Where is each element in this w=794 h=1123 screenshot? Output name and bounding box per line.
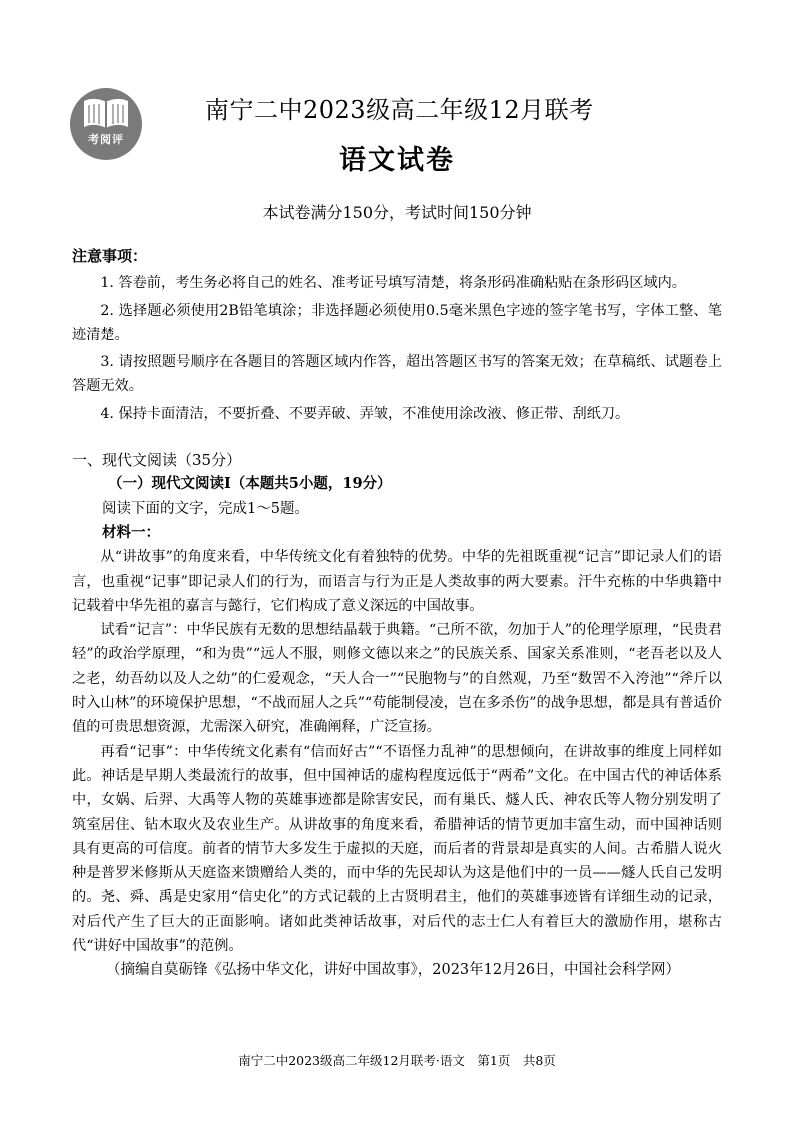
book-icon bbox=[82, 96, 130, 130]
note-item: 3. 请按照题号顺序在各题目的答题区域内作答，超出答题区书写的答案无效；在草稿纸、试题卷上答题无效。 bbox=[72, 354, 722, 395]
source-citation: （摘编自莫砺锋《弘扬中华文化，讲好中国故事》，2023年12月26日，中国社会科学网） bbox=[106, 962, 681, 979]
section-heading: 一、现代文阅读（35分） bbox=[72, 451, 242, 470]
passage-paragraph: 从“讲故事”的角度来看，中华传统文化有着独特的优势。中华的先祖既重视“记言”即记录人们的语言，也重视“记事”即记录人们的行为，而语言与行为正是人类故事的两大要素。汗牛充栋的中华典籍中记载着中华先祖的嘉言与懿行，它们构成了意义深远的中国故事。 bbox=[72, 549, 722, 614]
note-item: 2. 选择题必须使用2B铅笔填涂；非选择题必须使用0.5毫米黑色字迹的签字笔书写，字体工整、笔迹清楚。 bbox=[72, 302, 722, 343]
note-item: 1. 答卷前，考生务必将自己的姓名、准考证号填写清楚，将条形码准确粘贴在条形码区域内。 bbox=[100, 275, 686, 292]
notes-title: 注意事项： bbox=[72, 247, 148, 265]
exam-info: 本试卷满分150分，考试时间150分钟 bbox=[262, 203, 532, 222]
subsection-heading: （一）现代文阅读I（本题共5小题，19分） bbox=[108, 475, 392, 493]
passage-paragraph: 试看“记言”：中华民族有无数的思想结晶载于典籍。“己所不欲，勿加于人”的伦理学原理，“民贵君轻”的政治学原理，“和为贵”“远人不服，则修文德以来之”的民族关系、国家关系准则，“老吾老以及人之老，幼吾幼以及人之幼”的仁爱观念，“天人合一”“民胞物与”的自然观，乃至“数罟不入洿池”“斧斤以时入山林”的环境保护思想，“不战而屈人之兵”“苟能制侵凌，岂在多杀伤”的战争思想，都是具有普适价值的可贵思想资源，尤需深入研究，准确阐释，广泛宣扬。 bbox=[72, 622, 722, 736]
page-content bbox=[72, 244, 722, 983]
logo-text: 考阅评 bbox=[88, 133, 124, 146]
subject-title: 语文试卷 bbox=[339, 145, 455, 176]
note-item: 4. 保持卡面清洁，不要折叠、不要弄破、弄皱，不准使用涂改液、修正带、刮纸刀。 bbox=[100, 405, 630, 422]
reading-instruction: 阅读下面的文字，完成1～5题。 bbox=[102, 500, 309, 517]
passage-paragraph: 再看“记事”：中华传统文化素有“信而好古”“不语怪力乱神”的思想倾向，在讲故事的维度上同样如此。神话是早期人类最流行的故事，但中国神话的虚构程度远低于“两希”文化。在中国古代的神话体系中，女娲、后羿、大禹等人物的英雄事迹都是除害安民，而有巢氏、燧人氏、神农氏等人物分别发明了筑室居住、钻木取火及农业生产。从讲故事的角度来看，希腊神话的情节更加丰富生动，而中国神话则具有更高的可信度。前者的情节大多发生于虚拟的天庭，而后者的背景却是真实的人间。古希腊人说火种是普罗米修斯从天庭盗来馈赠给人类的，而中华的先民却认为这是他们中的一员——燧人氏自己发明的。尧、舜、禹是史家用“信史化”的方式记载的上古贤明君主，他们的英雄事迹皆有详细生动的记录，对后代产生了巨大的正面影响。诸如此类神话故事，对后代的志士仁人有着巨大的激励作用，堪称古代“讲好中国故事”的范例。 bbox=[72, 743, 722, 955]
page-footer: 南宁二中2023级高二年级12月联考·语文 第1页 共8页 bbox=[238, 1053, 556, 1068]
exam-header-title: 南宁二中2023级高二年级12月联考 bbox=[205, 96, 594, 124]
material-title: 材料一： bbox=[102, 523, 160, 541]
